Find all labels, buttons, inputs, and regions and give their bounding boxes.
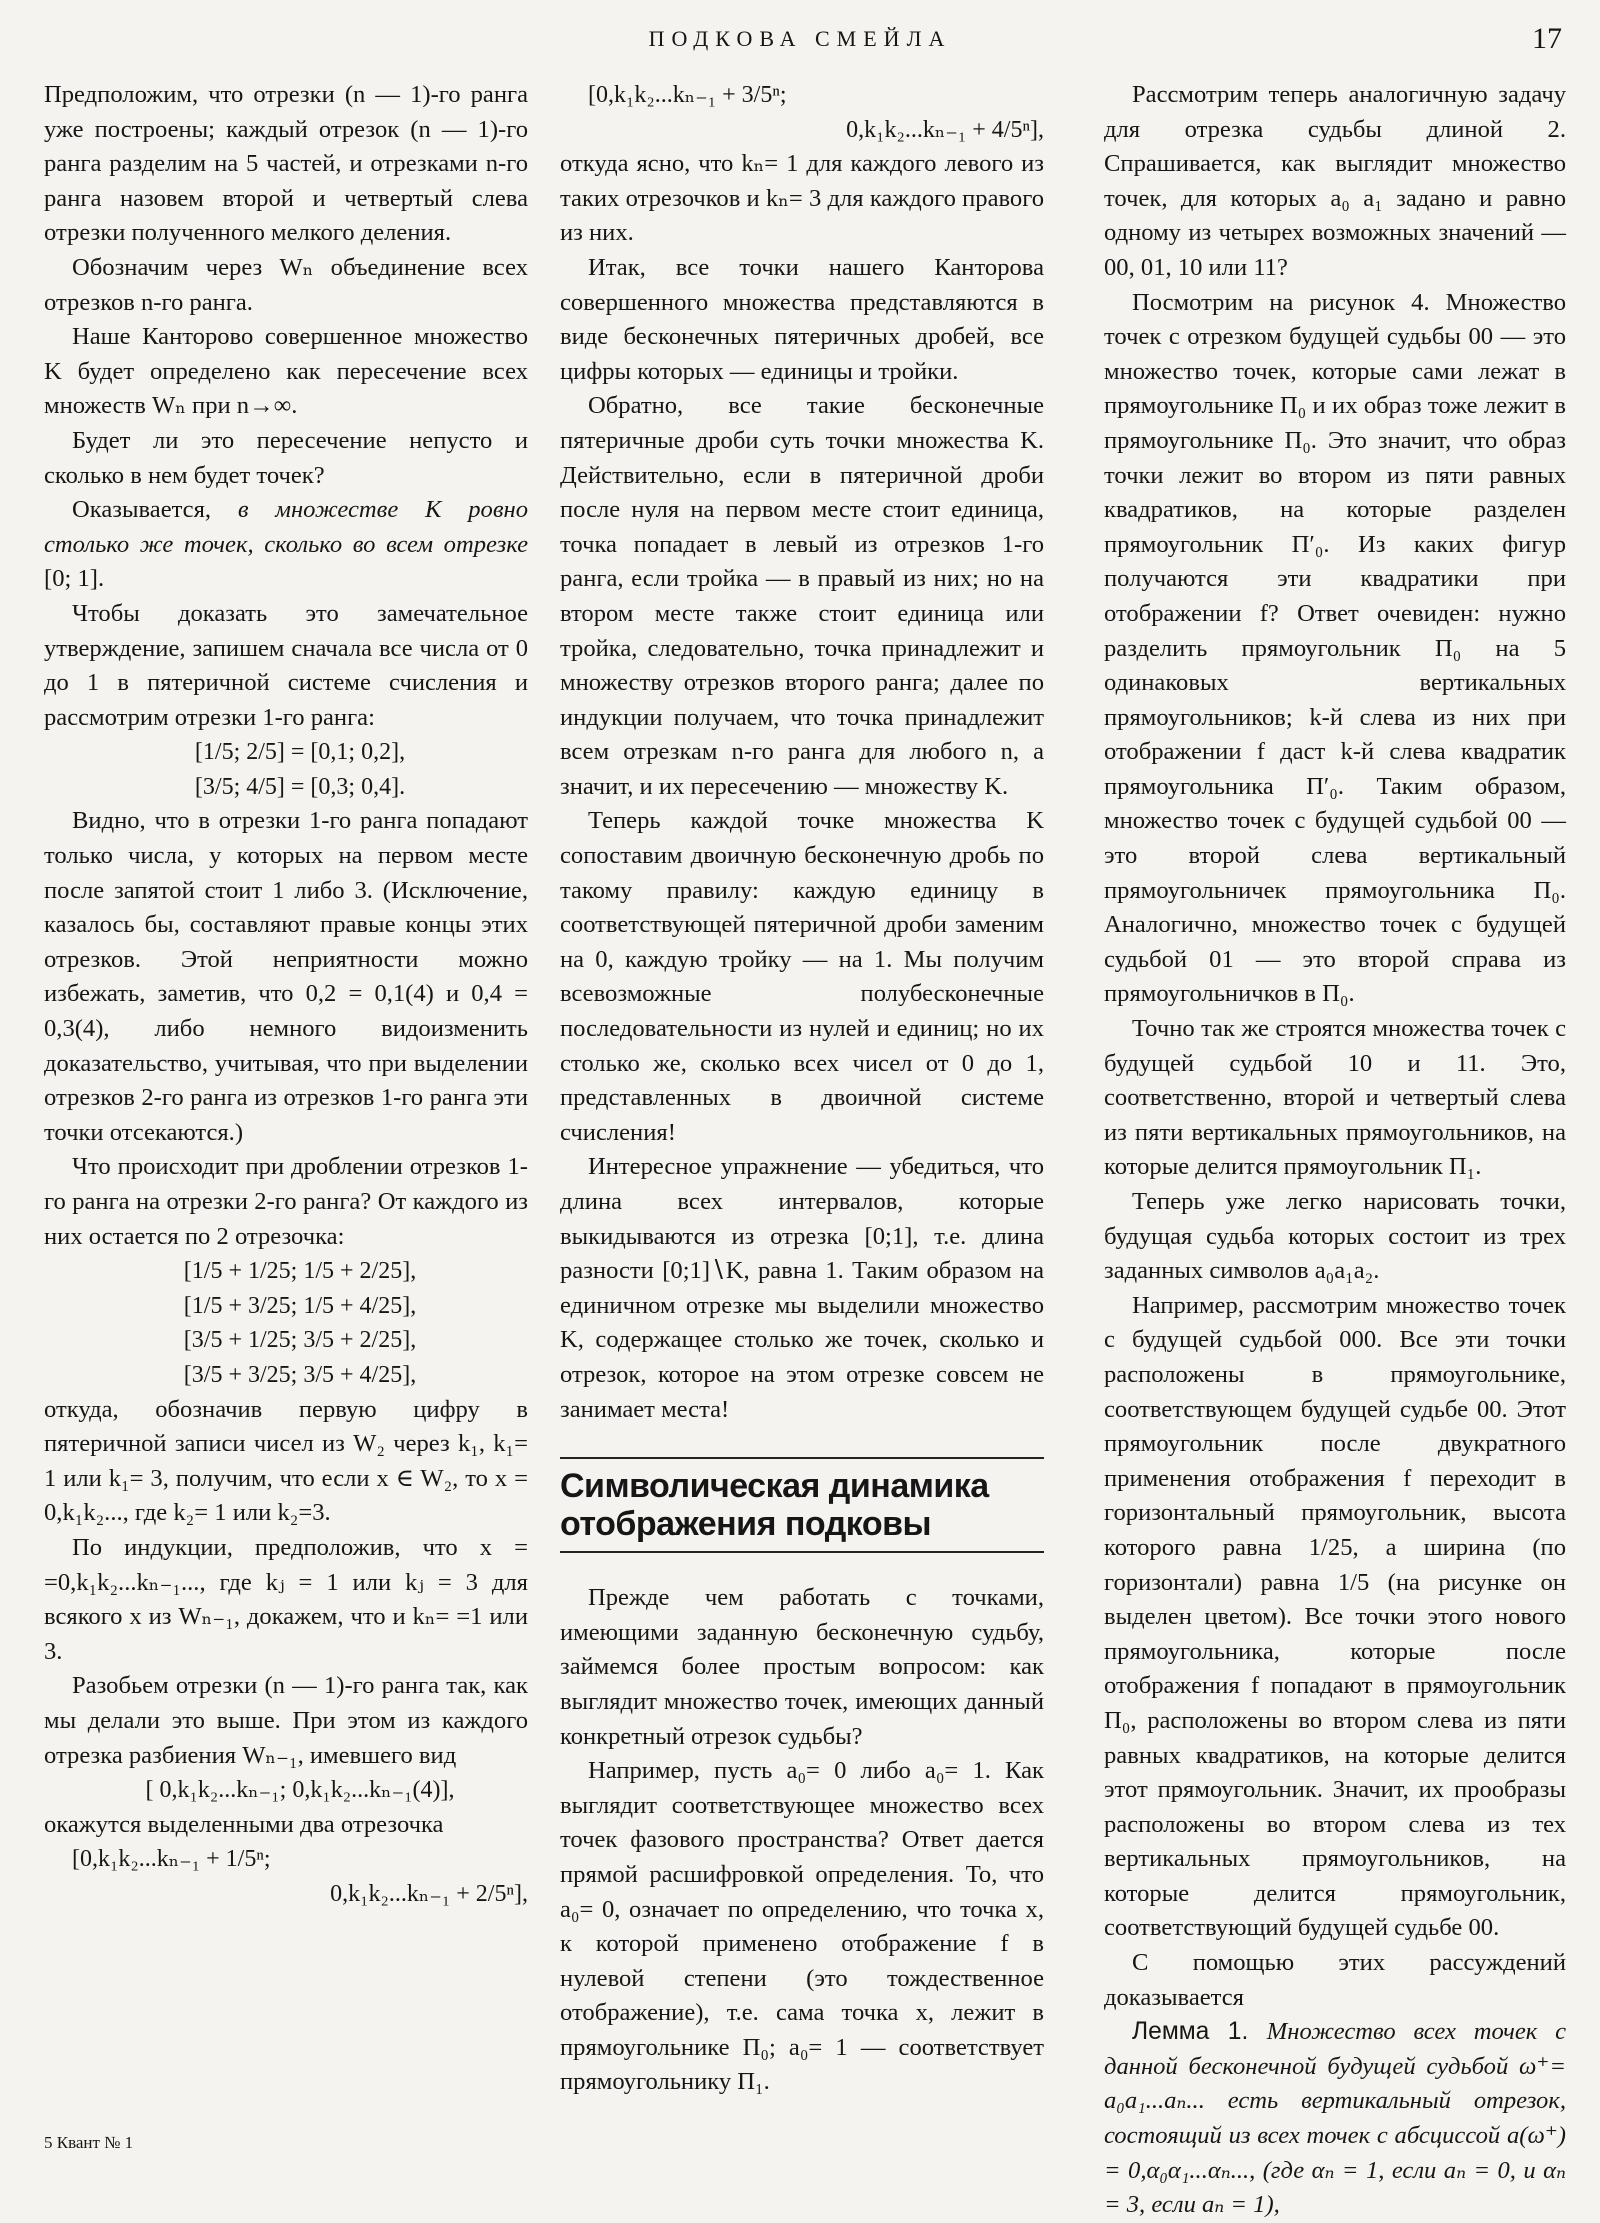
formula: [ 0,k₁k₂...kₙ₋₁; 0,k₁k₂...kₙ₋₁(4)], bbox=[145, 1777, 455, 1804]
paragraph: Предположим, что отрезки (n — 1)-го ранга уже построены; каждый отрезок (n — 1)-го ранга разделим на 5 частей, и отрезками n-го ранга назовем второй и четвертый слева отрезки полученного мелкого деления. bbox=[44, 81, 528, 247]
running-title: ПОДКОВА СМЕЙЛА bbox=[648, 26, 952, 51]
paragraph: Итак, все точки нашего Канторова совершенного множества представляются в виде бесконечных пятеричных дробей, все цифры которых — единицы и тройки. bbox=[560, 253, 1044, 385]
paragraph: Теперь уже легко нарисовать точки, будущая судьба которых состоит из трех заданных символов a₀a₁a₂. bbox=[1104, 1188, 1566, 1285]
formula: [1/5 + 3/25; 1/5 + 4/25], bbox=[183, 1292, 417, 1319]
paragraph: откуда, обозначив первую цифру в пятеричной записи чисел из W₂ через k₁, k₁= 1 или k₁= 3, получим, что если x ∈ W₂, то x = 0,k₁k₂..., где k₂= 1 или k₂=3. bbox=[44, 1395, 528, 1527]
text-run: [0; 1]. bbox=[44, 565, 105, 593]
paragraph: Прежде чем работать с точками, имеющими заданную бесконечную судьбу, займемся более простым вопросом: как выглядит множество точек, имеющих данный конкретный отрезок судьбы? bbox=[560, 1584, 1044, 1750]
formula: [1/5; 2/5] = [0,1; 0,2], bbox=[194, 739, 406, 766]
text-run: Оказывается, bbox=[72, 496, 238, 524]
paragraph: откуда ясно, что kₙ= 1 для каждого левого из таких отрезочков и kₙ= 3 для каждого правого из них. bbox=[560, 150, 1044, 247]
paragraph: Чтобы доказать это замечательное утверждение, запишем сначала все числа от 0 до 1 в пятеричной системе счисления и рассмотрим отрезки 1-го ранга: bbox=[44, 599, 528, 731]
lemma bbox=[1104, 2015, 1566, 2223]
column-3 bbox=[1104, 78, 1566, 2223]
section-rule bbox=[560, 1457, 1044, 1459]
paragraph: Интересное упражнение — убедиться, что длина всех интервалов, которые выкидываются из отрезка [0;1], т.е. длина разности [0;1]∖K, равна 1. Таким образом на единичном отрезке мы выделили множество K, содержащее столько же точек, сколько и отрезок, которое на этом отрезке совсем не занимает места! bbox=[560, 1153, 1044, 1423]
footer-note: 5 Квант № 1 bbox=[44, 2133, 134, 2152]
section-heading: Символическая динамика отображения подковы bbox=[560, 1467, 1044, 1553]
formula: [1/5 + 1/25; 1/5 + 2/25], bbox=[183, 1258, 417, 1285]
paragraph: Посмотрим на рисунок 4. Множество точек с отрезком будущей судьбы 00 — это множество точек, которые сами лежат в прямоугольнике Π₀ и их образ тоже лежит в прямоугольнике Π₀. Это значит, что образ точки лежит во втором из пяти равных квадратиков, на которые разделен прямоугольник Π′₀. Из каких фигур получаются эти квадратики при отображении f? Ответ очевиден: нужно разделить прямоугольник Π₀ на 5 одинаковых вертикальных прямоугольников; k-й слева из них при отображении f даст k-й слева квадратик прямоугольника Π′₀. Таким образом, множество точек с будущей судьбой 00 — это второй слева вертикальный прямоугольничек прямоугольника Π₀. Аналогично, множество точек с будущей судьбой 01 — это второй справа из прямоугольничков в Π₀. bbox=[1104, 288, 1566, 1008]
paragraph: окажутся выделенными два отрезочка bbox=[44, 1810, 444, 1838]
formula: [3/5; 4/5] = [0,3; 0,4]. bbox=[194, 773, 406, 800]
italic-statement: в множестве K ровно столько же точек, сколько во всем отрезке bbox=[44, 496, 528, 558]
paragraph: Например, пусть a₀= 0 либо a₀= 1. Как выглядит соответствующее множество всех точек фазового пространства? Ответ дается прямой расшифровкой определения. То, что a₀= 0, означает по определению, что точка x, к которой применено отображение f в нулевой степени (это тождественное отображение), т.е. сама точка x, лежит в прямоугольнике Π₀; a₀= 1 — соответствует прямоугольнику Π₁. bbox=[560, 1757, 1044, 2096]
column-1 bbox=[44, 78, 528, 1911]
paragraph: Обратно, все такие бесконечные пятеричные дроби суть точки множества K. Действительно, если в пятеричной дроби после нуля на первом месте стоит единица, точка попадает в левый из отрезков 1-го ранга, если тройка — в правый из них; но на втором месте также стоит единица или тройка, следовательно, точка принадлежит и множеству отрезков второго ранга; далее по индукции получаем, что точка принадлежит всем отрезкам n-го ранга для любого n, а значит, и их пересечению — множеству K. bbox=[560, 392, 1044, 800]
paragraph: Видно, что в отрезки 1-го ранга попадают только числа, у которых на первом месте после запятой стоит 1 либо 3. (Исключение, казалось бы, составляют правые концы этих отрезков. Этой неприятности можно избежать, заметив, что 0,2 = 0,1(4) и 0,4 = 0,3(4), либо немного видоизменить доказательство, учитывая, что при выделении отрезков 2-го ранга из отрезков 1-го ранга эти точки отсекаются.) bbox=[44, 807, 528, 1146]
paragraph: Разобьем отрезки (n — 1)-го ранга так, как мы делали это выше. При этом из каждого отрезка разбиения Wₙ₋₁, имевшего вид bbox=[44, 1672, 528, 1769]
paragraph: Наше Канторово совершенное множество K будет определено как пересечение всех множеств Wₙ при n→∞. bbox=[44, 323, 528, 420]
formula: [3/5 + 1/25; 3/5 + 2/25], bbox=[183, 1327, 417, 1354]
paragraph: По индукции, предположив, что x = =0,k₁k₂...kₙ₋₁..., где kⱼ = 1 или kⱼ = 3 для всякого x из Wₙ₋₁, докажем, что и kₙ= =1 или 3. bbox=[44, 1533, 528, 1665]
lemma-statement: Множество всех точек с данной бесконечной будущей судьбой ω⁺= a₀a₁...aₙ... есть вертикальный отрезок, состоящий из всех точек с абсциссой a(ω⁺) = 0,α₀α₁...αₙ..., (где αₙ = 1, если aₙ = 0, и αₙ = 3, если aₙ = 1), bbox=[1104, 2018, 1566, 2219]
formula: [3/5 + 3/25; 3/5 + 4/25], bbox=[183, 1361, 417, 1388]
paragraph: С помощью этих рассуждений доказывается bbox=[1104, 1949, 1566, 2011]
paragraph: Обозначим через Wₙ объединение всех отрезков n-го ранга. bbox=[44, 253, 528, 316]
formula: [0,k₁k₂...kₙ₋₁ + 1/5ⁿ; bbox=[72, 1846, 271, 1873]
formula: 0,k₁k₂...kₙ₋₁ + 2/5ⁿ], bbox=[330, 1880, 528, 1907]
paragraph: Рассмотрим теперь аналогичную задачу для отрезка судьбы длиной 2. Спрашивается, как выглядит множество точек, для которых a₀ a₁ задано и равно одному из четырех возможных значений — 00, 01, 10 или 11? bbox=[1104, 81, 1566, 281]
paragraph: Теперь каждой точке множества K сопоставим двоичную бесконечную дробь по такому правилу: каждую единицу в соответствующей пятеричной дроби заменим на 0, каждую тройку — на 1. Мы получим всевозможные полубесконечные последовательности из нулей и единиц; но их столько же, сколько всех чисел от 0 до 1, представленных в двоичной системе счисления! bbox=[560, 807, 1044, 1146]
lemma-title: Лемма 1. bbox=[1132, 2018, 1267, 2046]
formula: [0,k₁k₂...kₙ₋₁ + 3/5ⁿ; bbox=[588, 82, 787, 108]
paragraph-emphasis bbox=[44, 493, 528, 597]
paragraph: Что происходит при дроблении отрезков 1-го ранга на отрезки 2-го ранга? От каждого из них остается по 2 отрезочка: bbox=[44, 1153, 528, 1250]
paragraph: Например, рассмотрим множество точек с будущей судьбой 000. Все эти точки расположены в прямоугольнике, соответствующем будущей судьбе 00. Этот прямоугольник после двукратного применения отображения f переходит в горизонтальный прямоугольник, высота которого равна 1/25, а ширина (по горизонтали) равна 1/5 (на рисунке он выделен цветом). Все точки этого нового прямоугольника, которые после отображения f попадают в прямоугольник Π₀, расположены во втором слева из пяти равных квадратиков, на которые делится этот прямоугольник. Значит, их прообразы расположены во втором слева из тех вертикальных прямоугольников, на которые делится прямоугольник, соответствующий будущей судьбе 00. bbox=[1104, 1291, 1566, 1942]
paragraph: Будет ли это пересечение непусто и сколько в нем будет точек? bbox=[44, 426, 528, 489]
paragraph: Точно так же строятся множества точек с будущей судьбой 10 и 11. Это, соответственно, второй и четвертый слева из пяти вертикальных прямоугольников, на которые делится прямоугольник Π₁. bbox=[1104, 1015, 1566, 1181]
formula: 0,k₁k₂...kₙ₋₁ + 4/5ⁿ], bbox=[846, 116, 1044, 143]
page-number: 17 bbox=[1532, 22, 1562, 55]
column-2 bbox=[560, 78, 1044, 2100]
